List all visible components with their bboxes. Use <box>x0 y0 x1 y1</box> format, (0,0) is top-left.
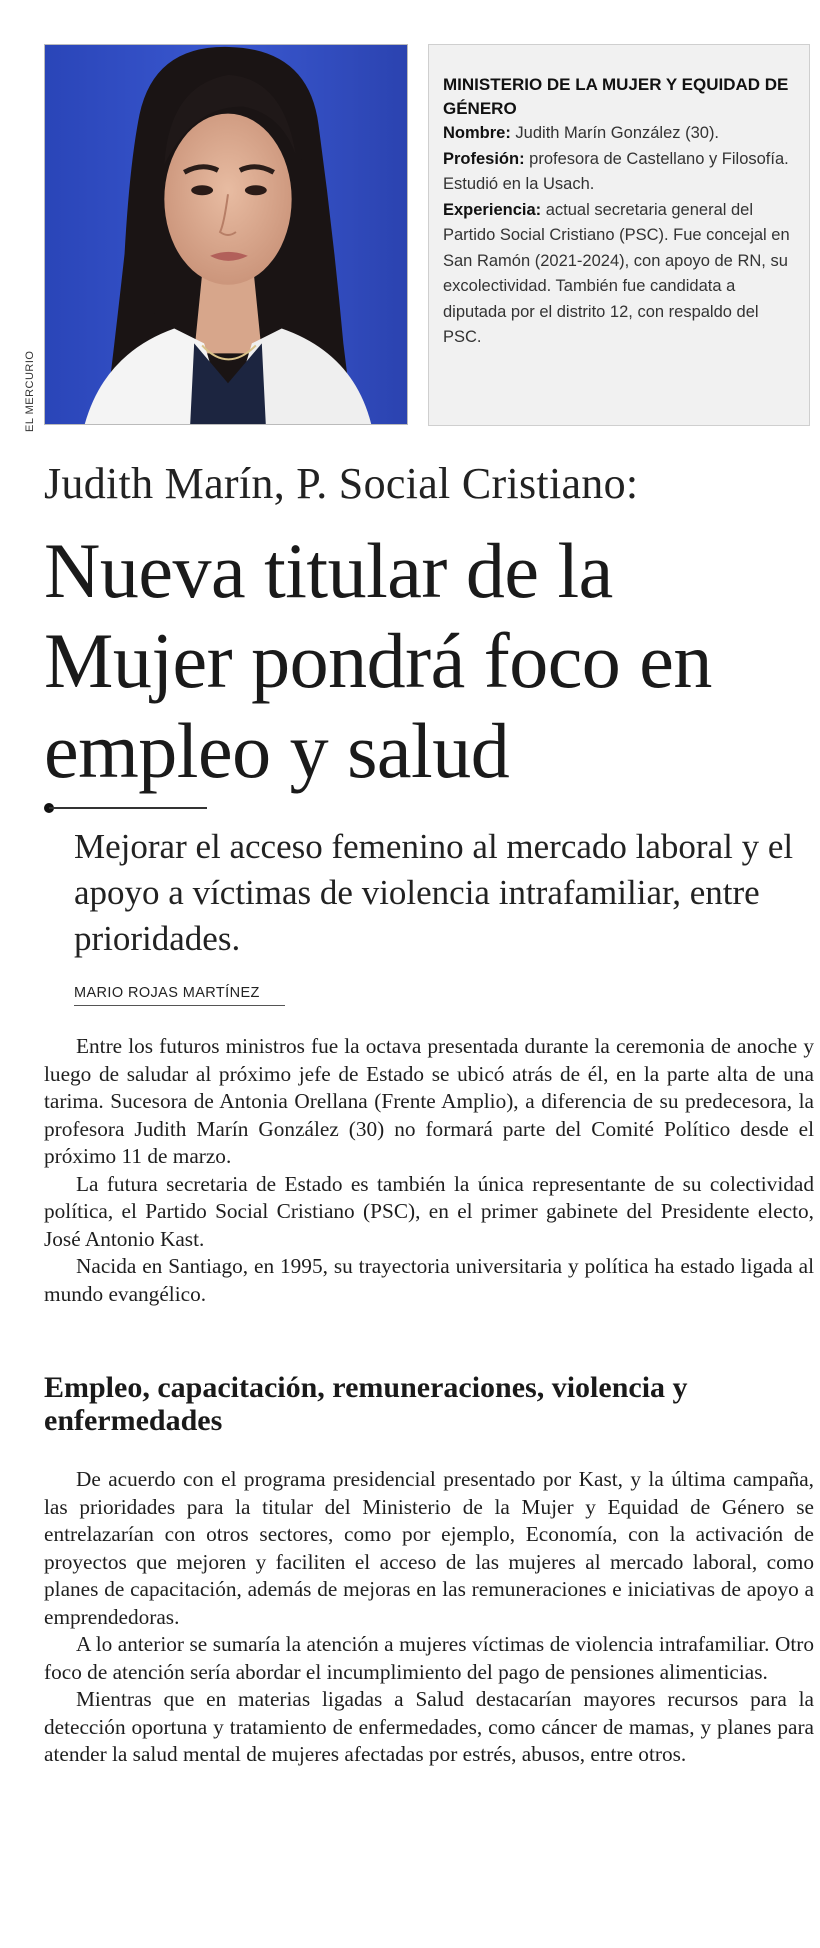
body-paragraph: Entre los futuros ministros fue la octava presentada durante la ceremonia de anoche y luego de saludar al próximo jefe de Estado se ubicó atrás de él, en la parte alta de una tarima. Sucesora de Antonia Orellana (Frente Amplio), a diferencia de su predecesora, la profesora Judith Marín González (30) no formará parte del Comité Político desde el próximo 11 de marzo. <box>44 1034 814 1168</box>
infobox-row-profession <box>443 147 795 198</box>
infobox-value: actual secretaria general del Partido Social Cristiano (PSC). Fue concejal en San Ramón (2021-2024), con apoyo de RN, su excolectividad. También fue candidata a diputada por el distrito 12, con respaldo del PSC. <box>443 200 790 346</box>
infobox-label: Experiencia: <box>443 200 542 219</box>
infobox-label: Profesión: <box>443 149 525 168</box>
photo-credit: EL MERCURIO <box>24 350 36 432</box>
rule-line <box>49 807 207 809</box>
body-paragraph: Nacida en Santiago, en 1995, su trayectoria universitaria y política ha estado ligada al mundo evangélico. <box>44 1254 814 1306</box>
article-kicker: Judith Marín, P. Social Cristiano: <box>44 459 639 508</box>
portrait-illustration <box>45 45 407 424</box>
body-paragraph: A lo anterior se sumaría la atención a mujeres víctimas de violencia intrafamiliar. Otro foco de atención sería abordar el incumplimiento del pago de pensiones alimenticias. <box>44 1632 814 1684</box>
article-deck: Mejorar el acceso femenino al mercado laboral y el apoyo a víctimas de violencia intrafamiliar, entre prioridades. <box>74 827 794 958</box>
body-paragraph: Mientras que en materias ligadas a Salud destacarían mayores recursos para la detección oportuna y tratamiento de enfermedades, como cáncer de mamas, y planes para atender la salud mental de mujeres afectadas por estrés, abusos, entre otros. <box>44 1687 814 1766</box>
infobox-row-experience <box>443 198 795 351</box>
infobox-row-name <box>443 121 795 147</box>
article-body-section-2 <box>44 1466 814 1769</box>
infobox-value: Judith Marín González (30). <box>510 124 720 142</box>
infobox-title: MINISTERIO DE LA MUJER Y EQUIDAD DE GÉNERO <box>443 75 789 118</box>
infobox-label: Nombre: <box>443 124 511 142</box>
article-subhead: Empleo, capacitación, remuneraciones, violencia y enfermedades <box>44 1371 688 1437</box>
body-paragraph: La futura secretaria de Estado es también la única representante de su colectividad política, el Partido Social Cristiano (PSC), en el primer gabinete del Presidente electo, José Antonio Kast. <box>44 1171 814 1251</box>
body-paragraph: De acuerdo con el programa presidencial presentado por Kast, y la última campaña, las prioridades para la titular del Ministerio de la Mujer y Equidad de Género se entrelazarían con otros sectores, como por ejemplo, Economía, con la activación de proyectos que mejoren y faciliten el acceso de las mujeres al mercado laboral, como planes de capacitación, además de mejoras en las remuneraciones e iniciativas de apoyo a emprendedoras. <box>44 1467 814 1629</box>
portrait-photo <box>44 44 408 425</box>
article-headline: Nueva titular de la Mujer pondrá foco en empleo y salud <box>44 527 712 794</box>
article-byline: MARIO ROJAS MARTÍNEZ <box>74 985 285 1006</box>
profile-infobox <box>428 44 810 426</box>
article-body-section-1 <box>44 1033 814 1308</box>
infobox-value: profesora de Castellano y Filosofía. Estudió en la Usach. <box>443 149 789 193</box>
